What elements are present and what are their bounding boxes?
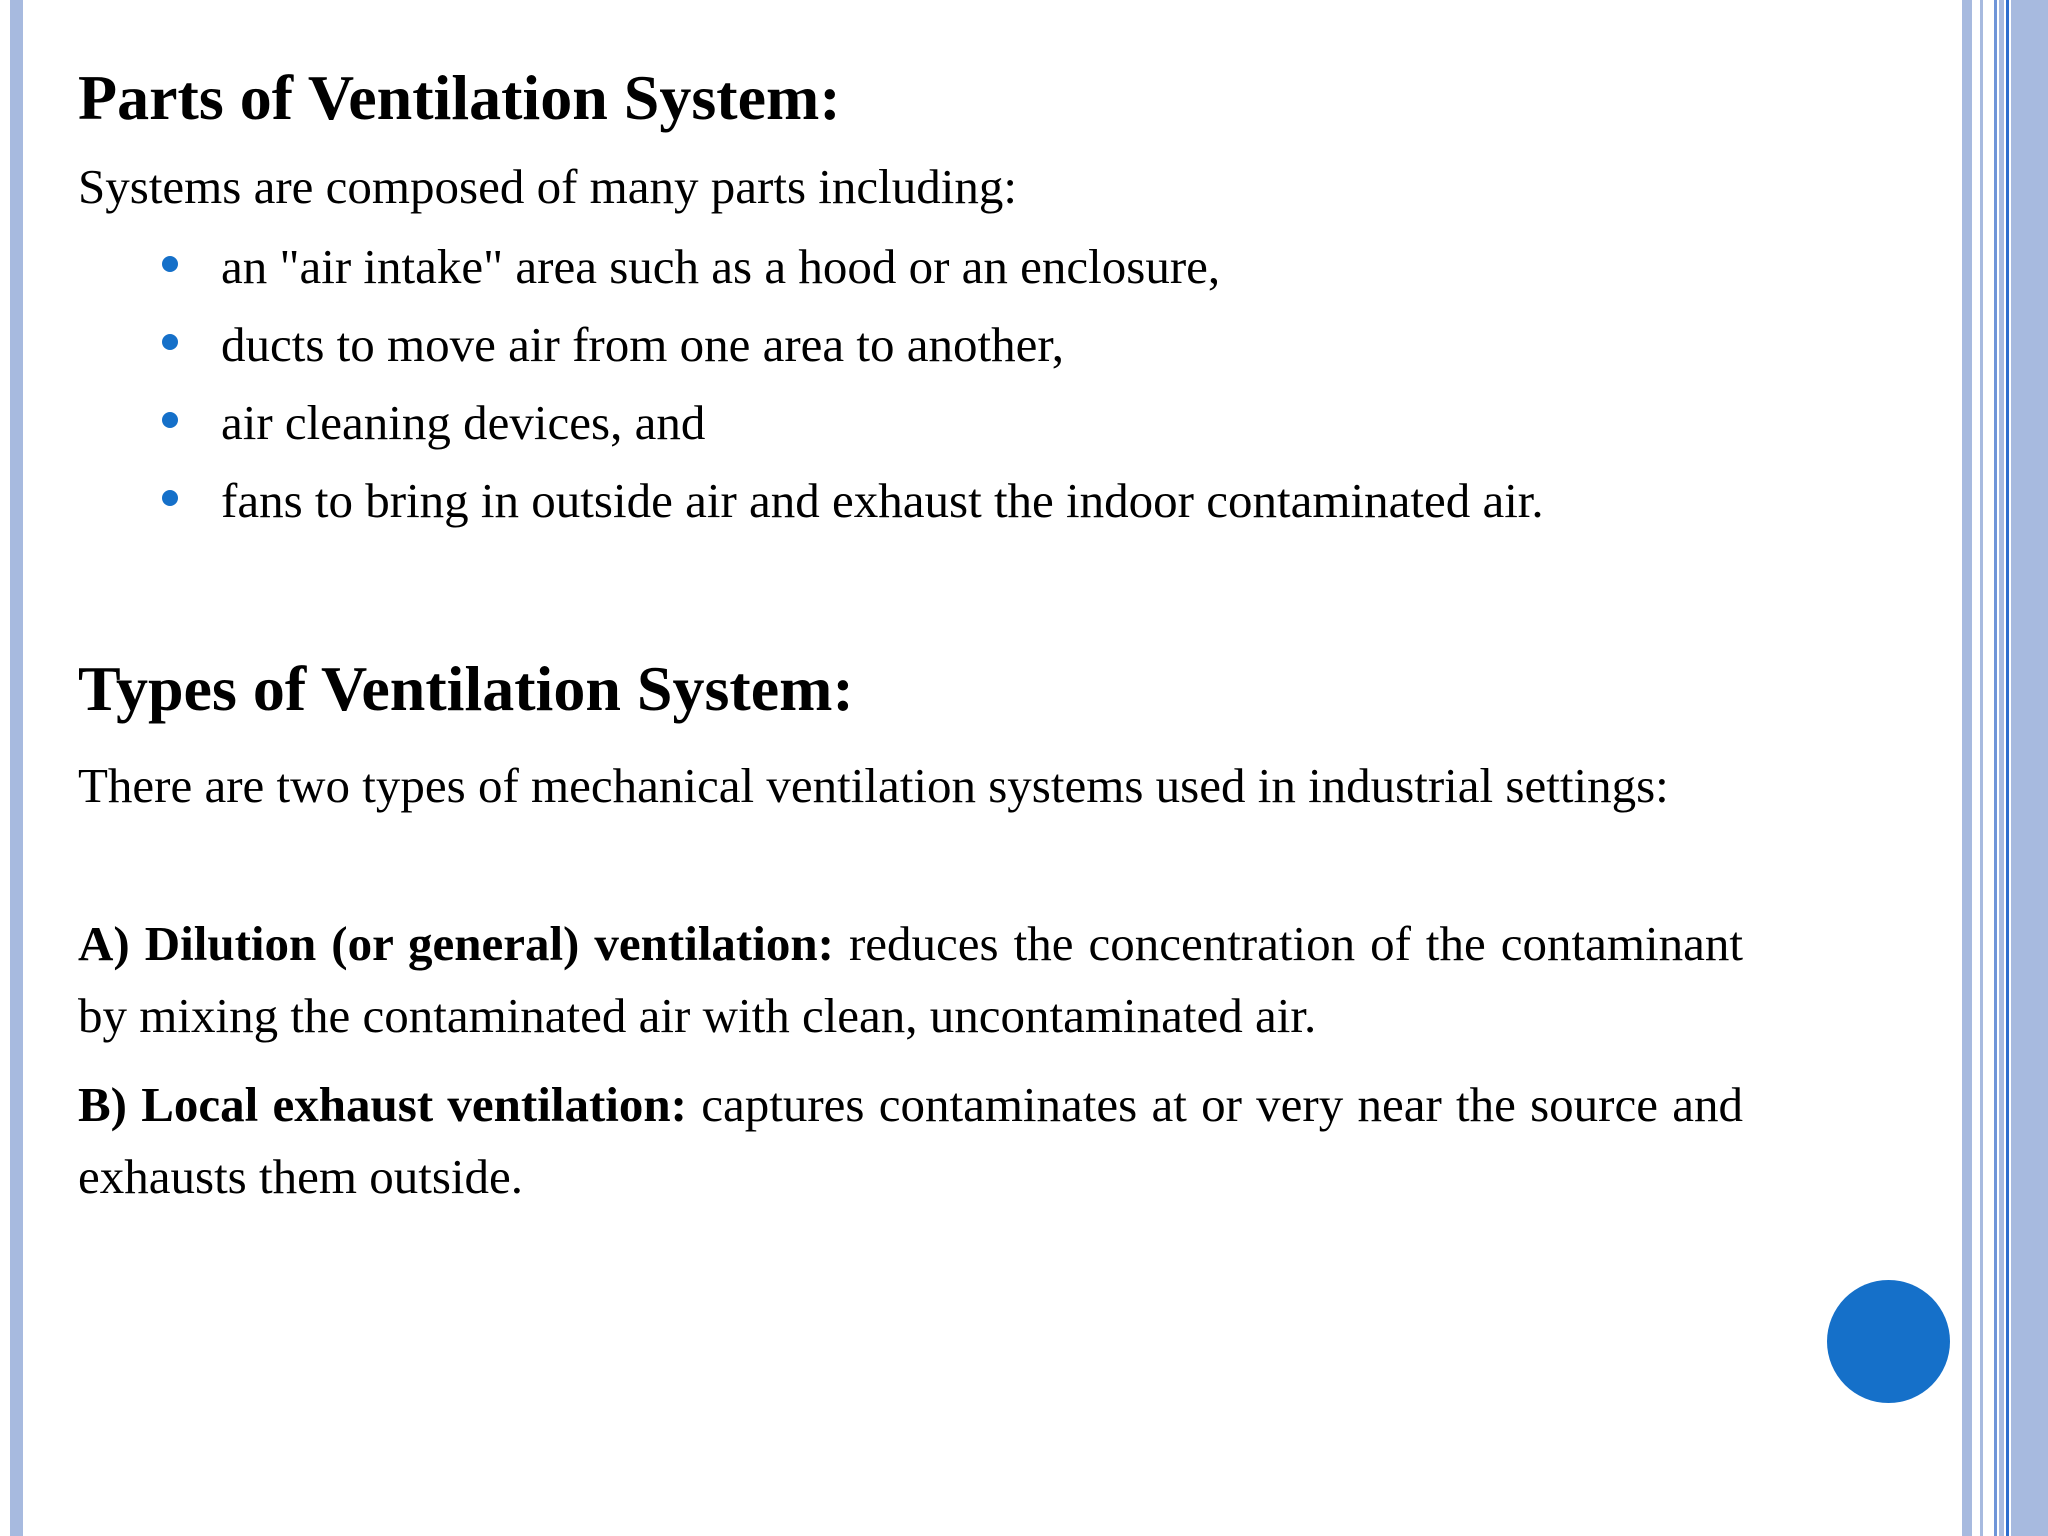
decorative-circle-icon — [1827, 1280, 1950, 1403]
type-a-paragraph — [78, 908, 1743, 1052]
parts-heading: Parts of Ventilation System: — [78, 62, 841, 133]
type-b-label: B) Local exhaust ventilation: — [78, 1077, 687, 1132]
bullet-text: ducts to move air from one area to another, — [221, 317, 1064, 372]
bullet-dot-icon — [162, 256, 178, 272]
stripe — [1962, 0, 1972, 1536]
type-b-paragraph — [78, 1069, 1743, 1213]
bullet-text: air cleaning devices, and — [221, 395, 706, 450]
types-intro: There are two types of mechanical ventilation systems used in industrial settings: — [78, 758, 1669, 813]
bullet-text: an "air intake" area such as a hood or an enclosure, — [221, 239, 1221, 294]
types-heading: Types of Ventilation System: — [78, 653, 854, 724]
left-decorative-band — [10, 0, 23, 1536]
bullet-dot-icon — [162, 490, 178, 506]
stripe — [1980, 0, 1983, 1536]
stripe — [2011, 0, 2048, 1536]
type-a-text: reduces the concentration of the contaminant by mixing the contaminated air with clean, uncontaminated air. — [78, 916, 1744, 1043]
stripe — [1999, 0, 2004, 1536]
type-b-text: captures contaminates at or very near the source and exhausts them outside. — [78, 1077, 1743, 1204]
bullet-text: fans to bring in outside air and exhaust the indoor contaminated air. — [221, 473, 1544, 528]
bullet-dot-icon — [162, 412, 178, 428]
stripe — [2006, 0, 2009, 1536]
parts-intro: Systems are composed of many parts including: — [78, 159, 1017, 214]
type-a-label: A) Dilution (or general) ventilation: — [78, 916, 834, 971]
right-decorative-stripes — [1962, 0, 2048, 1536]
bullet-dot-icon — [162, 334, 178, 350]
stripe — [1994, 0, 1997, 1536]
